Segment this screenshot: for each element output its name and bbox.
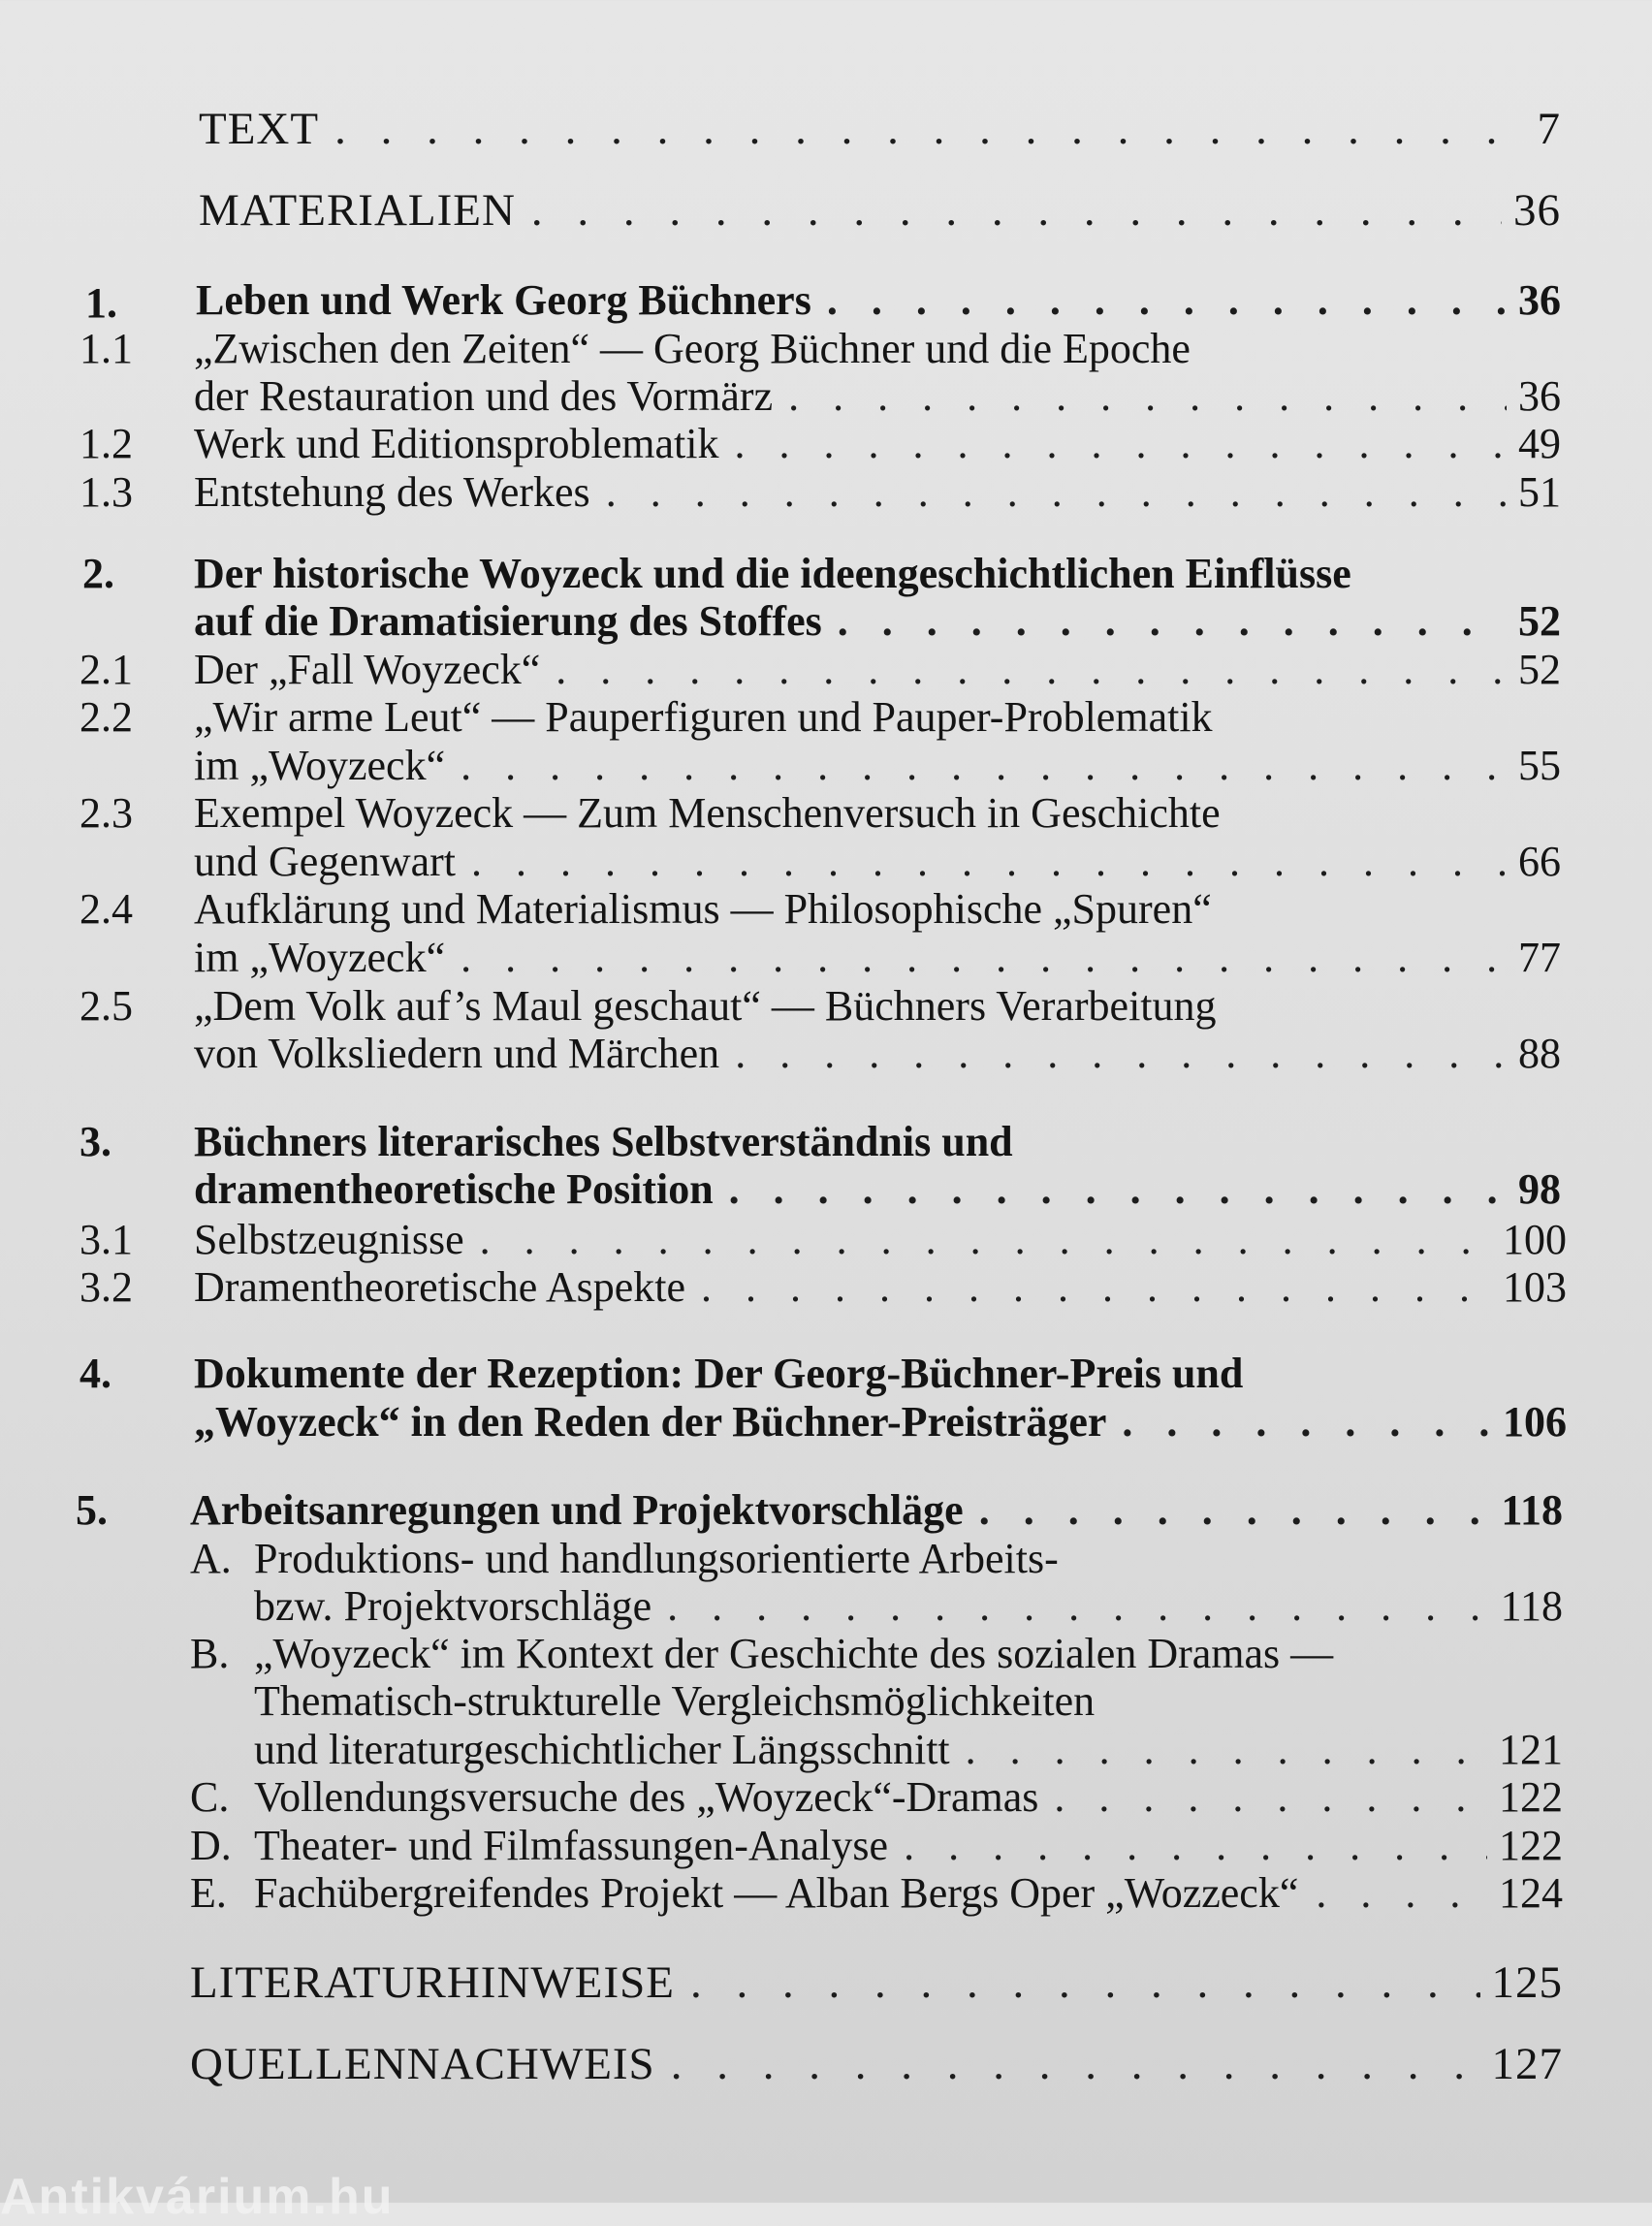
entry-number: 3.2 [79,1263,133,1311]
leader-dots [461,742,1507,790]
entry-number: 2.2 [79,693,133,741]
toc-section-3-line2 [194,1165,1561,1214]
leader-dots [671,2040,1480,2088]
entry-title: Werk und Editionsproblematik [194,420,719,467]
toc-section-2-line1 [194,550,1351,598]
toc-entry-materialien [199,186,1561,235]
toc-entry-quellennachweis [190,2040,1563,2088]
toc-section-4-line2 [194,1398,1567,1447]
leader-dots [480,1216,1491,1264]
page-number: 100 [1503,1216,1567,1263]
leader-dots [1316,1869,1487,1918]
toc-entry-2-4-line2 [194,934,1561,982]
section-title: Büchners literarisches Selbstverständnis und [194,1118,1013,1165]
section-title: Leben und Werk Georg Büchners [196,276,811,324]
entry-title: „Woyzeck“ im Kontext der Geschichte des sozialen Dramas — [254,1630,1334,1677]
entry-title: von Volksliedern und Märchen [194,1030,720,1077]
page-number: 52 [1518,646,1561,693]
toc-entry-1-1-line1 [194,325,1191,373]
entry-letter: D. [190,1822,232,1869]
leader-dots [334,105,1525,153]
page-number: 55 [1518,742,1561,789]
entry-number: 2.1 [79,646,133,693]
leader-dots [606,468,1507,517]
leader-dots [690,1958,1480,2007]
leader-dots [838,597,1507,646]
entry-title: Der „Fall Woyzeck“ [194,646,541,693]
entry-title: im „Woyzeck“ [194,742,446,789]
entry-title: Entstehung des Werkes [194,468,590,516]
entry-title: Selbstzeugnisse [194,1216,464,1263]
toc-entry-2-5-line1 [194,982,1217,1031]
watermark: Antikvárium.hu [0,2169,395,2225]
toc-entry-2-4-line1 [194,885,1212,934]
entry-title: LITERATURHINWEISE [190,1957,675,2008]
entry-title: MATERIALIEN [199,185,516,236]
page-number: 125 [1491,1957,1563,2008]
toc-entry-5a-line1 [254,1535,1059,1583]
toc-entry-3-2 [194,1263,1567,1312]
entry-number: 2.5 [79,982,133,1030]
section-title: auf die Dramatisierung des Stoffes [194,597,822,645]
leader-dots [667,1582,1488,1631]
leader-dots [461,934,1507,982]
leader-dots [904,1822,1487,1870]
section-title: Arbeitsanregungen und Projektvorschläge [190,1486,964,1534]
leader-dots [735,1030,1507,1078]
entry-title: und Gegenwart [194,838,457,885]
page-number: 124 [1499,1869,1563,1917]
section-number: 3. [79,1118,111,1165]
section-title: Der historische Woyzeck und die ideengeschichtlichen Einflüsse [194,550,1351,597]
entry-number: 1.1 [79,325,133,372]
toc-entry-5b-line2 [254,1677,1095,1726]
toc-entry-2-2-line1 [194,693,1213,742]
section-title: „Woyzeck“ in den Reden der Büchner-Preisträger [194,1398,1107,1446]
toc-entry-2-5-line2 [194,1030,1561,1078]
entry-title: Aufklärung und Materialismus — Philosophische „Spuren“ [194,885,1212,933]
toc-entry-2-3-line2 [194,838,1561,886]
section-title: dramentheoretische Position [194,1165,714,1213]
entry-number: 1.2 [79,420,133,467]
entry-title: „Zwischen den Zeiten“ — Georg Büchner und die Epoche [194,325,1191,372]
page-number: 122 [1499,1773,1563,1821]
page-number: 118 [1500,1582,1563,1630]
leader-dots [701,1263,1491,1312]
toc-entry-3-1 [194,1216,1567,1264]
toc-entry-1-3 [194,468,1561,517]
entry-title: QUELLENNACHWEIS [190,2039,655,2089]
leader-dots [979,1486,1490,1535]
toc-entry-1-2 [194,420,1561,468]
entry-title: Fachübergreifendes Projekt — Alban Bergs Oper „Wozzeck“ [254,1869,1299,1917]
page-number: 7 [1537,104,1561,154]
toc-entry-1-1-line2 [194,372,1561,421]
leader-dots [1122,1398,1491,1447]
page-number: 106 [1503,1398,1567,1446]
toc-section-2-line2 [194,597,1561,646]
leader-dots [827,276,1507,325]
leader-dots [471,838,1507,886]
page-number: 36 [1513,185,1561,236]
toc-entry-5a-line2 [254,1582,1563,1631]
entry-number: 2.3 [79,789,133,837]
entry-title: und literaturgeschichtlicher Längsschnitt [254,1726,950,1773]
toc-section-5 [190,1486,1563,1535]
entry-title: im „Woyzeck“ [194,934,446,981]
entry-letter: C. [190,1773,230,1821]
toc-entry-5b-line1 [254,1630,1333,1678]
entry-title: bzw. Projektvorschläge [254,1582,652,1630]
toc-entry-text [199,105,1561,153]
entry-title: Theater- und Filmfassungen-Analyse [254,1822,889,1869]
section-number: 5. [76,1486,108,1534]
toc-section-4-line1 [194,1350,1243,1398]
page-number: 77 [1518,934,1561,981]
page-number: 36 [1518,276,1561,324]
entry-number: 1.3 [79,468,133,516]
leader-dots [556,646,1507,694]
toc-entry-5c [254,1773,1563,1822]
toc-entry-5b-line3 [254,1726,1563,1774]
page-number: 122 [1499,1822,1563,1869]
page-number: 51 [1518,468,1561,516]
toc-entry-2-3-line1 [194,789,1221,838]
toc-entry-literaturhinweise [190,1958,1563,2007]
page-number: 127 [1491,2039,1563,2089]
page-number: 52 [1518,597,1561,645]
section-number: 4. [79,1350,111,1397]
page-number: 66 [1518,838,1561,885]
entry-title: der Restauration und des Vormärz [194,372,774,420]
section-number: 2. [82,550,114,597]
leader-dots [734,420,1507,468]
page-number: 88 [1518,1030,1561,1077]
page-number: 118 [1501,1486,1563,1534]
section-title: Dokumente der Rezeption: Der Georg-Büchner-Preis und [194,1350,1244,1397]
toc-entry-2-2-line2 [194,742,1561,790]
leader-dots [966,1726,1487,1774]
page-number: 121 [1499,1726,1563,1773]
page-number: 49 [1518,420,1561,467]
entry-title: Dramentheoretische Aspekte [194,1263,686,1311]
entry-title: Exempel Woyzeck — Zum Menschenversuch in Geschichte [194,789,1221,837]
entry-title: Produktions- und handlungsorientierte Arbeits- [254,1535,1059,1582]
toc-entry-5d [254,1822,1563,1870]
entry-number: 2.4 [79,885,133,933]
section-number: 1. [85,279,117,327]
toc-entry-2-1 [194,646,1561,694]
toc-section-3-line1 [194,1118,1013,1166]
leader-dots [1054,1773,1487,1822]
entry-title: Thematisch-strukturelle Vergleichsmöglichkeiten [254,1677,1096,1725]
leader-dots [788,372,1507,421]
entry-number: 3.1 [79,1216,133,1263]
entry-title: Vollendungsversuche des „Woyzeck“-Dramas [254,1773,1039,1821]
entry-letter: B. [190,1630,230,1677]
entry-title: TEXT [199,104,320,154]
toc-entry-5e [254,1869,1563,1918]
leader-dots [531,186,1502,235]
page-number: 98 [1518,1165,1561,1213]
entry-letter: E. [190,1869,227,1917]
entry-title: „Dem Volk auf’s Maul geschaut“ — Büchners Verarbeitung [194,982,1217,1030]
entry-letter: A. [190,1535,232,1582]
entry-title: „Wir arme Leut“ — Pauperfiguren und Pauper-Problematik [194,693,1213,741]
page-number: 36 [1518,372,1561,420]
page-number: 103 [1503,1263,1567,1311]
leader-dots [729,1165,1507,1214]
toc-section-1 [196,276,1561,325]
